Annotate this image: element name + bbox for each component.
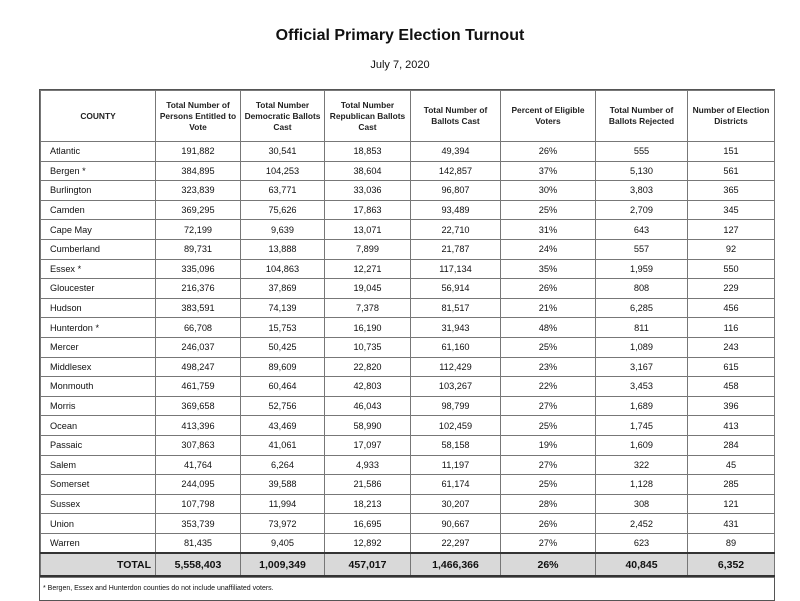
header-county: COUNTY [41,91,156,142]
total-entitled: 5,558,403 [156,553,241,576]
table-row [41,161,775,181]
ballots-rejected-cell: 643 [596,220,688,240]
entitled-cell: 191,882 [156,142,241,162]
ballots-cast-cell: 102,459 [411,416,501,436]
republican-cell: 12,892 [325,533,411,553]
footnote: * Bergen, Essex and Hunterdon counties do not include unaffiliated voters. [40,577,774,600]
democratic-cell: 50,425 [241,337,325,357]
turnout-table [40,90,775,577]
entitled-cell: 369,295 [156,200,241,220]
ballots-cast-cell: 31,943 [411,318,501,338]
percent-eligible-cell: 27% [501,533,596,553]
democratic-cell: 43,469 [241,416,325,436]
percent-eligible-cell: 24% [501,239,596,259]
republican-cell: 12,271 [325,259,411,279]
democratic-cell: 74,139 [241,298,325,318]
ballots-cast-cell: 112,429 [411,357,501,377]
percent-eligible-cell: 25% [501,337,596,357]
ballots-cast-cell: 96,807 [411,181,501,201]
county-cell: Warren [41,533,156,553]
county-cell: Salem [41,455,156,475]
header-entitled: Total Number of Persons Entitled to Vote [156,91,241,142]
percent-eligible-cell: 22% [501,377,596,397]
percent-eligible-cell: 37% [501,161,596,181]
ballots-rejected-cell: 3,167 [596,357,688,377]
entitled-cell: 413,396 [156,416,241,436]
ballots-cast-cell: 98,799 [411,396,501,416]
election-districts-cell: 431 [688,514,775,534]
header-republican: Total Number Republican Ballots Cast [325,91,411,142]
ballots-rejected-cell: 6,285 [596,298,688,318]
total-democratic: 1,009,349 [241,553,325,576]
ballots-cast-cell: 93,489 [411,200,501,220]
republican-cell: 21,586 [325,475,411,495]
entitled-cell: 384,895 [156,161,241,181]
entitled-cell: 307,863 [156,435,241,455]
entitled-cell: 216,376 [156,279,241,299]
election-districts-cell: 396 [688,396,775,416]
ballots-rejected-cell: 808 [596,279,688,299]
entitled-cell: 81,435 [156,533,241,553]
republican-cell: 16,190 [325,318,411,338]
county-cell: Essex * [41,259,156,279]
county-cell: Monmouth [41,377,156,397]
table-row [41,318,775,338]
county-cell: Cape May [41,220,156,240]
ballots-cast-cell: 90,667 [411,514,501,534]
header-ballots-rejected: Total Number of Ballots Rejected [596,91,688,142]
election-districts-cell: 284 [688,435,775,455]
entitled-cell: 353,739 [156,514,241,534]
election-districts-cell: 345 [688,200,775,220]
ballots-cast-cell: 30,207 [411,494,501,514]
democratic-cell: 63,771 [241,181,325,201]
total-republican: 457,017 [325,553,411,576]
entitled-cell: 41,764 [156,455,241,475]
percent-eligible-cell: 48% [501,318,596,338]
entitled-cell: 244,095 [156,475,241,495]
ballots-rejected-cell: 1,128 [596,475,688,495]
percent-eligible-cell: 27% [501,455,596,475]
ballots-rejected-cell: 1,689 [596,396,688,416]
democratic-cell: 104,863 [241,259,325,279]
entitled-cell: 498,247 [156,357,241,377]
header-ballots-cast: Total Number of Ballots Cast [411,91,501,142]
county-cell: Sussex [41,494,156,514]
republican-cell: 18,853 [325,142,411,162]
table-row [41,455,775,475]
ballots-rejected-cell: 3,803 [596,181,688,201]
ballots-rejected-cell: 555 [596,142,688,162]
percent-eligible-cell: 26% [501,514,596,534]
democratic-cell: 75,626 [241,200,325,220]
county-cell: Bergen * [41,161,156,181]
republican-cell: 18,213 [325,494,411,514]
percent-eligible-cell: 25% [501,475,596,495]
election-districts-cell: 365 [688,181,775,201]
percent-eligible-cell: 35% [501,259,596,279]
election-districts-cell: 45 [688,455,775,475]
ballots-rejected-cell: 557 [596,239,688,259]
table-row [41,279,775,299]
percent-eligible-cell: 25% [501,416,596,436]
header-percent-eligible: Percent of Eligible Voters [501,91,596,142]
republican-cell: 19,045 [325,279,411,299]
ballots-rejected-cell: 1,609 [596,435,688,455]
election-districts-cell: 151 [688,142,775,162]
percent-eligible-cell: 26% [501,279,596,299]
democratic-cell: 9,405 [241,533,325,553]
county-cell: Passaic [41,435,156,455]
table-row [41,259,775,279]
entitled-cell: 66,708 [156,318,241,338]
county-cell: Hunterdon * [41,318,156,338]
county-cell: Burlington [41,181,156,201]
election-districts-cell: 121 [688,494,775,514]
table-row [41,181,775,201]
document-date: July 7, 2020 [370,59,430,71]
percent-eligible-cell: 19% [501,435,596,455]
county-cell: Gloucester [41,279,156,299]
percent-eligible-cell: 27% [501,396,596,416]
ballots-cast-cell: 49,394 [411,142,501,162]
ballots-rejected-cell: 811 [596,318,688,338]
table-row [41,298,775,318]
total-ballots-cast: 1,466,366 [411,553,501,576]
election-districts-cell: 456 [688,298,775,318]
table-row [41,396,775,416]
republican-cell: 42,803 [325,377,411,397]
table-row [41,377,775,397]
entitled-cell: 461,759 [156,377,241,397]
democratic-cell: 73,972 [241,514,325,534]
republican-cell: 38,604 [325,161,411,181]
republican-cell: 22,820 [325,357,411,377]
entitled-cell: 72,199 [156,220,241,240]
ballots-cast-cell: 56,914 [411,279,501,299]
democratic-cell: 104,253 [241,161,325,181]
ballots-cast-cell: 58,158 [411,435,501,455]
county-cell: Atlantic [41,142,156,162]
county-cell: Hudson [41,298,156,318]
election-districts-cell: 243 [688,337,775,357]
ballots-cast-cell: 61,160 [411,337,501,357]
ballots-rejected-cell: 3,453 [596,377,688,397]
ballots-rejected-cell: 2,452 [596,514,688,534]
democratic-cell: 9,639 [241,220,325,240]
table-row [41,533,775,553]
election-districts-cell: 92 [688,239,775,259]
democratic-cell: 41,061 [241,435,325,455]
table-row [41,416,775,436]
turnout-table-container [39,89,775,601]
total-label: TOTAL [41,553,156,576]
republican-cell: 17,097 [325,435,411,455]
democratic-cell: 60,464 [241,377,325,397]
election-districts-cell: 285 [688,475,775,495]
republican-cell: 13,071 [325,220,411,240]
header-election-districts: Number of Election Districts [688,91,775,142]
ballots-rejected-cell: 308 [596,494,688,514]
election-districts-cell: 458 [688,377,775,397]
democratic-cell: 52,756 [241,396,325,416]
ballots-cast-cell: 142,857 [411,161,501,181]
republican-cell: 10,735 [325,337,411,357]
total-ballots-rejected: 40,845 [596,553,688,576]
entitled-cell: 89,731 [156,239,241,259]
table-row [41,220,775,240]
percent-eligible-cell: 26% [501,142,596,162]
democratic-cell: 11,994 [241,494,325,514]
ballots-rejected-cell: 5,130 [596,161,688,181]
county-cell: Mercer [41,337,156,357]
table-header-row [41,91,775,142]
ballots-rejected-cell: 2,709 [596,200,688,220]
county-cell: Union [41,514,156,534]
entitled-cell: 246,037 [156,337,241,357]
democratic-cell: 13,888 [241,239,325,259]
republican-cell: 16,695 [325,514,411,534]
ballots-rejected-cell: 1,745 [596,416,688,436]
percent-eligible-cell: 25% [501,200,596,220]
republican-cell: 17,863 [325,200,411,220]
republican-cell: 33,036 [325,181,411,201]
ballots-cast-cell: 61,174 [411,475,501,495]
election-districts-cell: 89 [688,533,775,553]
table-row [41,494,775,514]
ballots-cast-cell: 21,787 [411,239,501,259]
header-democratic: Total Number Democratic Ballots Cast [241,91,325,142]
election-districts-cell: 413 [688,416,775,436]
election-districts-cell: 229 [688,279,775,299]
percent-eligible-cell: 30% [501,181,596,201]
election-districts-cell: 550 [688,259,775,279]
total-election-districts: 6,352 [688,553,775,576]
ballots-cast-cell: 22,297 [411,533,501,553]
document-title: Official Primary Election Turnout [275,27,525,44]
county-cell: Ocean [41,416,156,436]
election-districts-cell: 615 [688,357,775,377]
republican-cell: 58,990 [325,416,411,436]
county-cell: Morris [41,396,156,416]
ballots-cast-cell: 22,710 [411,220,501,240]
republican-cell: 4,933 [325,455,411,475]
total-row [41,553,775,576]
table-row [41,200,775,220]
ballots-rejected-cell: 1,959 [596,259,688,279]
entitled-cell: 335,096 [156,259,241,279]
entitled-cell: 107,798 [156,494,241,514]
ballots-rejected-cell: 1,089 [596,337,688,357]
table-row [41,142,775,162]
entitled-cell: 323,839 [156,181,241,201]
democratic-cell: 89,609 [241,357,325,377]
democratic-cell: 37,869 [241,279,325,299]
total-percent-eligible: 26% [501,553,596,576]
county-cell: Camden [41,200,156,220]
county-cell: Middlesex [41,357,156,377]
ballots-cast-cell: 117,134 [411,259,501,279]
ballots-cast-cell: 103,267 [411,377,501,397]
republican-cell: 7,378 [325,298,411,318]
ballots-cast-cell: 81,517 [411,298,501,318]
democratic-cell: 6,264 [241,455,325,475]
table-row [41,337,775,357]
table-row [41,357,775,377]
percent-eligible-cell: 23% [501,357,596,377]
county-cell: Somerset [41,475,156,495]
percent-eligible-cell: 21% [501,298,596,318]
ballots-rejected-cell: 322 [596,455,688,475]
county-cell: Cumberland [41,239,156,259]
democratic-cell: 30,541 [241,142,325,162]
republican-cell: 7,899 [325,239,411,259]
democratic-cell: 39,588 [241,475,325,495]
ballots-cast-cell: 11,197 [411,455,501,475]
republican-cell: 46,043 [325,396,411,416]
table-row [41,239,775,259]
entitled-cell: 383,591 [156,298,241,318]
entitled-cell: 369,658 [156,396,241,416]
democratic-cell: 15,753 [241,318,325,338]
percent-eligible-cell: 28% [501,494,596,514]
table-row [41,514,775,534]
table-row [41,435,775,455]
ballots-rejected-cell: 623 [596,533,688,553]
table-row [41,475,775,495]
percent-eligible-cell: 31% [501,220,596,240]
election-districts-cell: 561 [688,161,775,181]
election-districts-cell: 116 [688,318,775,338]
election-districts-cell: 127 [688,220,775,240]
